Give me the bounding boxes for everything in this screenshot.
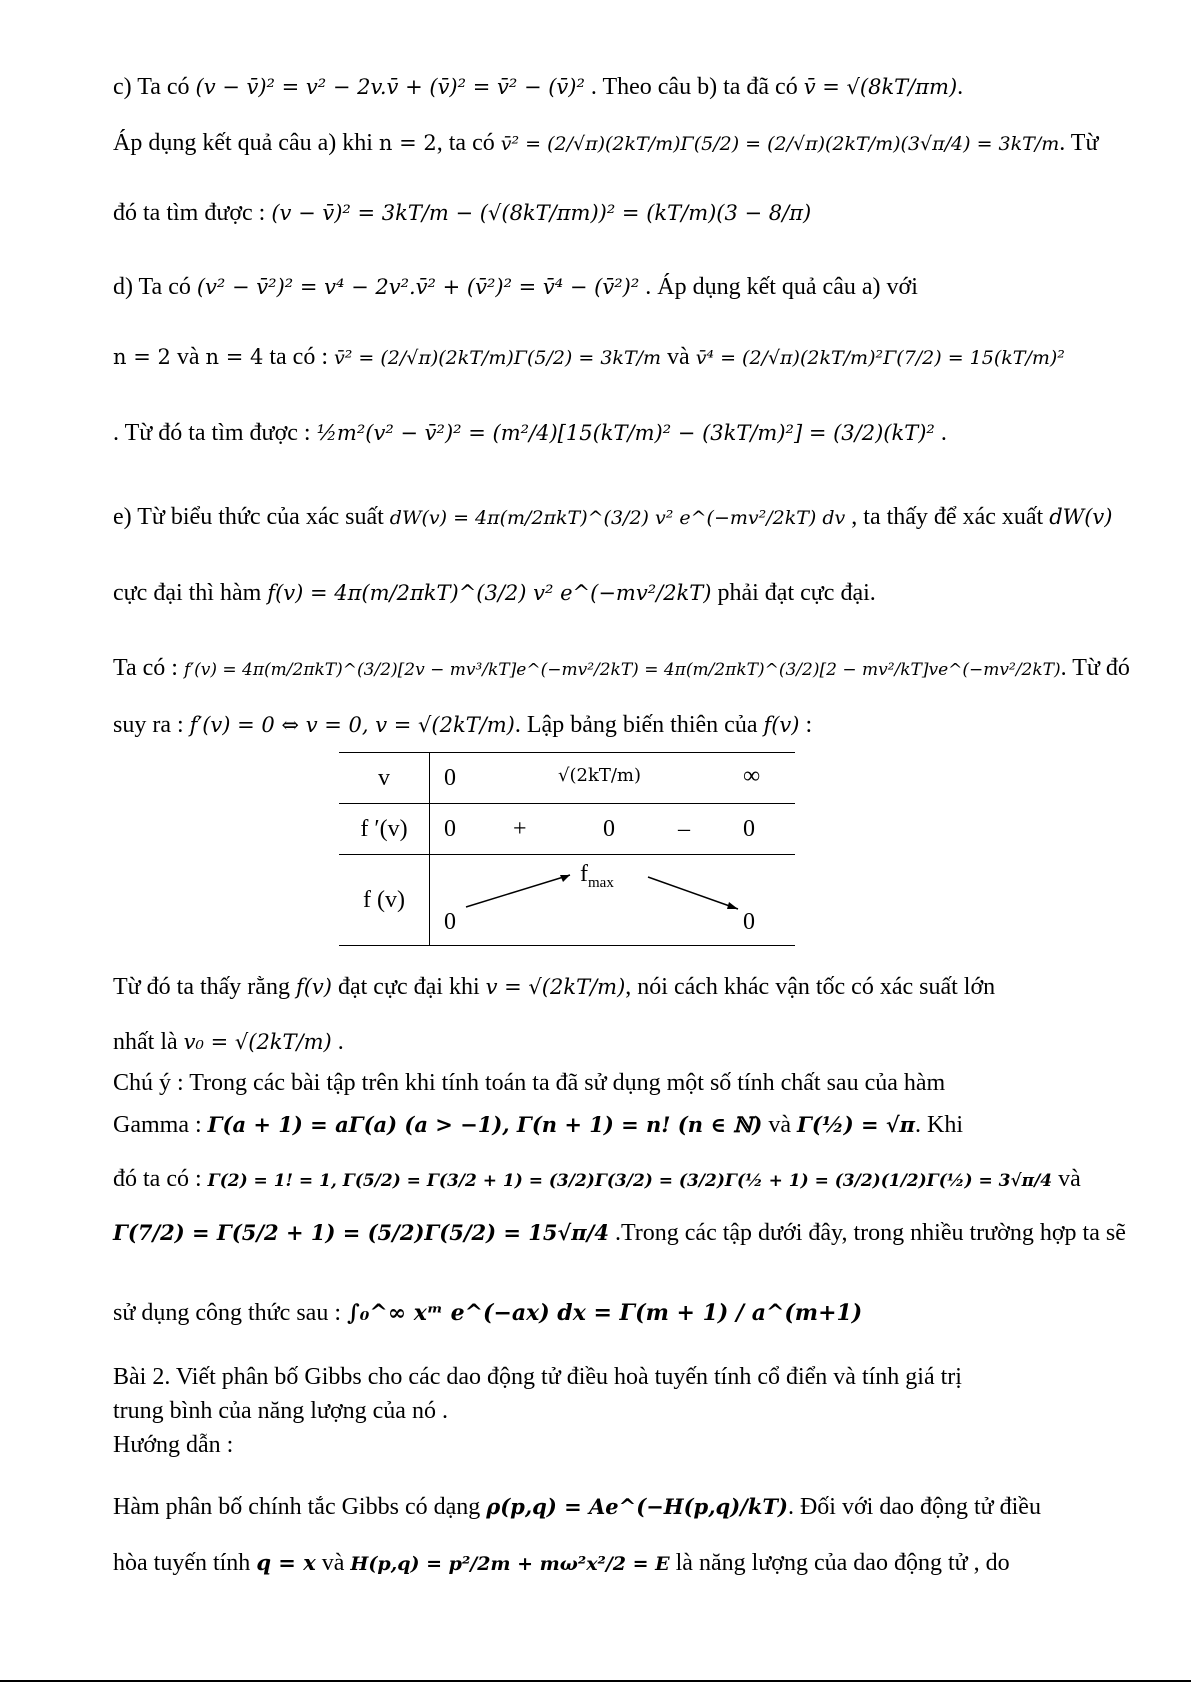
equation-gamma-props: Γ(a + 1) = aΓ(a) (a > −1), Γ(n + 1) = n! (n ∈ ℕ) bbox=[207, 1112, 763, 1137]
equation-v0: v₀ = √(2kT/m) bbox=[183, 1030, 332, 1054]
text: . Áp dụng kết quả câu a) với bbox=[645, 274, 918, 300]
equation-v4: v̄⁴ = (2/√π)(2kT/m)²Γ(7/2) = 15(kT/m)² bbox=[695, 347, 1065, 369]
equation-f-derivative: f′(v) = 4π(m/2πkT)^(3/2)[2v − mv³/kT]e^(−mv²/2kT) = 4π(m/2πkT)^(3/2)[2 − mv²/kT]ve^(−mv²/2kT) bbox=[183, 660, 1061, 680]
text: .Trong các tập dưới đây, trong nhiều trường hợp ta sẽ bbox=[614, 1220, 1126, 1246]
text: và bbox=[176, 344, 200, 370]
equation-result-d: ½m²(v² − v̄²)² = (m²/4)[15(kT/m)² − (3kT/m)²] = (3/2)(kT)² bbox=[316, 421, 935, 445]
line-c2 bbox=[113, 128, 1133, 159]
equation-gamma-half: Γ(½) = √π bbox=[796, 1112, 916, 1137]
text: d) Ta có bbox=[113, 274, 191, 300]
equation-dw-short: dW(v) bbox=[1049, 505, 1113, 529]
equation-hamiltonian: H(p,q) = p²/2m + mω²x²/2 = E bbox=[350, 1553, 670, 1575]
text: và bbox=[667, 344, 690, 370]
text: Hàm phân bố chính tắc Gibbs có dạng bbox=[113, 1494, 481, 1520]
text: Gamma : bbox=[113, 1112, 202, 1138]
text: là năng lượng của dao động tử , do bbox=[675, 1550, 1010, 1576]
arrow-up-head bbox=[560, 875, 570, 882]
variation-table bbox=[339, 752, 795, 946]
line-oscillator bbox=[113, 1548, 1133, 1579]
text: cực đại thì hàm bbox=[113, 580, 262, 606]
text: : bbox=[805, 712, 813, 738]
text: . Từ bbox=[1059, 130, 1099, 156]
table-sign-minus: – bbox=[678, 816, 690, 842]
table-cells bbox=[430, 804, 796, 855]
line-e4 bbox=[113, 710, 1133, 740]
text: suy ra : bbox=[113, 712, 184, 738]
line-gibbs bbox=[113, 1492, 1133, 1522]
line-d3 bbox=[113, 418, 1133, 448]
text: phải đạt cực đại. bbox=[717, 580, 876, 606]
table-sign-plus: + bbox=[513, 816, 527, 842]
line-exercise-title: Bài 2. Viết phân bố Gibbs cho các dao động tử điều hoà tuyến tính cổ điển và tính giá trị bbox=[113, 1364, 962, 1390]
line-gamma bbox=[113, 1110, 1133, 1140]
arrow-down bbox=[648, 877, 738, 909]
text: và bbox=[1058, 1166, 1081, 1192]
table-header-fprime: f ′(v) bbox=[339, 804, 430, 855]
line-gamma-values bbox=[113, 1164, 1133, 1196]
condition: n = 2 bbox=[378, 131, 437, 155]
table-cell-fmax-sub: max bbox=[588, 874, 614, 891]
text: . Theo câu b) ta đã có bbox=[590, 74, 798, 100]
table-cell-critical: √(2kT/m) bbox=[558, 765, 642, 786]
line-integral bbox=[113, 1298, 1133, 1328]
table-cells bbox=[430, 753, 796, 804]
equation-result-c: (v − v̄)² = 3kT/m − (√(8kT/πm))² = (kT/m)(3 − 8/π) bbox=[271, 201, 812, 225]
line-e1 bbox=[113, 502, 1133, 533]
condition: n = 4 bbox=[205, 345, 264, 369]
text: ta có : bbox=[269, 344, 328, 370]
text: Ta có : bbox=[113, 655, 178, 681]
line-e2 bbox=[113, 578, 1133, 608]
text: . Đối với dao động tử điều bbox=[787, 1494, 1041, 1520]
equation-gamma-7-2: Γ(7/2) = Γ(5/2 + 1) = (5/2)Γ(5/2) = 15√π/4 bbox=[113, 1220, 609, 1245]
table-header-f: f (v) bbox=[339, 855, 430, 946]
text: sử dụng công thức sau : bbox=[113, 1300, 341, 1326]
line-c1 bbox=[113, 72, 1133, 102]
text: nhất là bbox=[113, 1029, 178, 1055]
equation-integral: ∫₀^∞ xᵐ e^(−ax) dx = Γ(m + 1) / a^(m+1) bbox=[347, 1300, 863, 1326]
text: . bbox=[940, 420, 947, 446]
text: , ta thấy để xác xuất bbox=[851, 504, 1044, 530]
equation-f: f(v) = 4π(m/2πkT)^(3/2) v² e^(−mv²/2kT) bbox=[267, 581, 712, 605]
text: . bbox=[337, 1029, 344, 1055]
table-cell: 0 bbox=[444, 765, 456, 791]
text: hòa tuyến tính bbox=[113, 1550, 251, 1576]
text: đó ta tìm được : bbox=[113, 200, 266, 226]
table-row bbox=[339, 804, 795, 855]
equation-v2: v̄² = (2/√π)(2kT/m)Γ(5/2) = (2/√π)(2kT/m)(3√π/4) = 3kT/m bbox=[500, 133, 1060, 155]
table-cell: 0 bbox=[603, 816, 615, 842]
equation-v-max: v = √(2kT/m) bbox=[485, 975, 626, 999]
text: , nói cách khác vận tốc có xác suất lớn bbox=[625, 974, 996, 1000]
text: c) Ta có bbox=[113, 74, 190, 100]
equation-dw: dW(v) = 4π(m/2πkT)^(3/2) v² e^(−mv²/2kT) dv bbox=[389, 507, 846, 529]
text: . bbox=[957, 74, 964, 100]
text: . Từ đó ta tìm được : bbox=[113, 420, 311, 446]
text: đạt cực đại khi bbox=[337, 974, 480, 1000]
table-cells bbox=[430, 855, 796, 946]
arrow-up bbox=[466, 875, 570, 907]
arrow-down-head bbox=[727, 902, 738, 909]
line-note: Chú ý : Trong các bài tập trên khi tính toán ta đã sử dụng một số tính chất sau của hàm bbox=[113, 1070, 946, 1096]
line-guide-heading: Hướng dẫn : bbox=[113, 1432, 234, 1458]
table-cell: 0 bbox=[743, 816, 755, 842]
table-cell: 0 bbox=[743, 909, 755, 935]
line-exercise-title-cont: trung bình của năng lượng của nó . bbox=[113, 1398, 448, 1424]
text: Áp dụng kết quả câu a) khi bbox=[113, 130, 373, 156]
equation-critical-points: f′(v) = 0 ⇔ v = 0, v = √(2kT/m) bbox=[189, 713, 515, 737]
variation-arrows bbox=[438, 855, 768, 945]
equation-gibbs: ρ(p,q) = Ae^(−H(p,q)/kT) bbox=[486, 1494, 788, 1519]
equation-d: (v² − v̄²)² = v⁴ − 2v².v̄² + (v̄²)² = v̄⁴ − (v̄²)² bbox=[196, 275, 640, 299]
table-cell: ∞ bbox=[743, 763, 761, 789]
text: Từ đó ta thấy rằng bbox=[113, 974, 290, 1000]
text: . Khi bbox=[915, 1112, 964, 1138]
line-after-2 bbox=[113, 1027, 1133, 1057]
text: . Lập bảng biến thiên của bbox=[514, 712, 758, 738]
line-gamma-7-2 bbox=[113, 1218, 1133, 1248]
equation-variance: (v − v̄)² = v² − 2v.v̄ + (v̄)² = v̄² − (v̄)² bbox=[195, 75, 585, 99]
text: . Từ đó bbox=[1060, 655, 1130, 681]
condition: n = 2 bbox=[113, 345, 171, 369]
text: e) Từ biểu thức của xác suất bbox=[113, 504, 384, 530]
equation-gamma-5-2: Γ(2) = 1! = 1, Γ(5/2) = Γ(3/2 + 1) = (3/2)Γ(3/2) = (3/2)Γ(½ + 1) = (3/2)(1/2)Γ(½) = 3√π/4 bbox=[207, 1171, 1053, 1191]
equation-q: q = x bbox=[256, 1550, 316, 1575]
line-after-1 bbox=[113, 972, 1133, 1002]
line-e3 bbox=[113, 653, 1133, 685]
table-row bbox=[339, 855, 795, 946]
line-c3 bbox=[113, 198, 1133, 228]
line-d2 bbox=[113, 342, 1133, 373]
table-cell: 0 bbox=[444, 816, 456, 842]
text: , ta có bbox=[436, 130, 495, 156]
text: đó ta có : bbox=[113, 1166, 202, 1192]
equation-v2-d: v̄² = (2/√π)(2kT/m)Γ(5/2) = 3kT/m bbox=[333, 347, 662, 369]
equation-mean-speed: v̄ = √(8kT/πm) bbox=[803, 75, 958, 99]
table-cell: 0 bbox=[444, 909, 456, 935]
table-row bbox=[339, 753, 795, 804]
text: và bbox=[768, 1112, 791, 1138]
equation-fv: f(v) bbox=[763, 713, 800, 737]
line-d1 bbox=[113, 272, 1133, 302]
equation-fv: f(v) bbox=[295, 975, 332, 999]
table-header-v: v bbox=[339, 753, 430, 804]
page-bottom-rule bbox=[0, 1680, 1191, 1682]
table-cell-fmax-base: f bbox=[580, 861, 588, 887]
text: và bbox=[321, 1550, 345, 1576]
